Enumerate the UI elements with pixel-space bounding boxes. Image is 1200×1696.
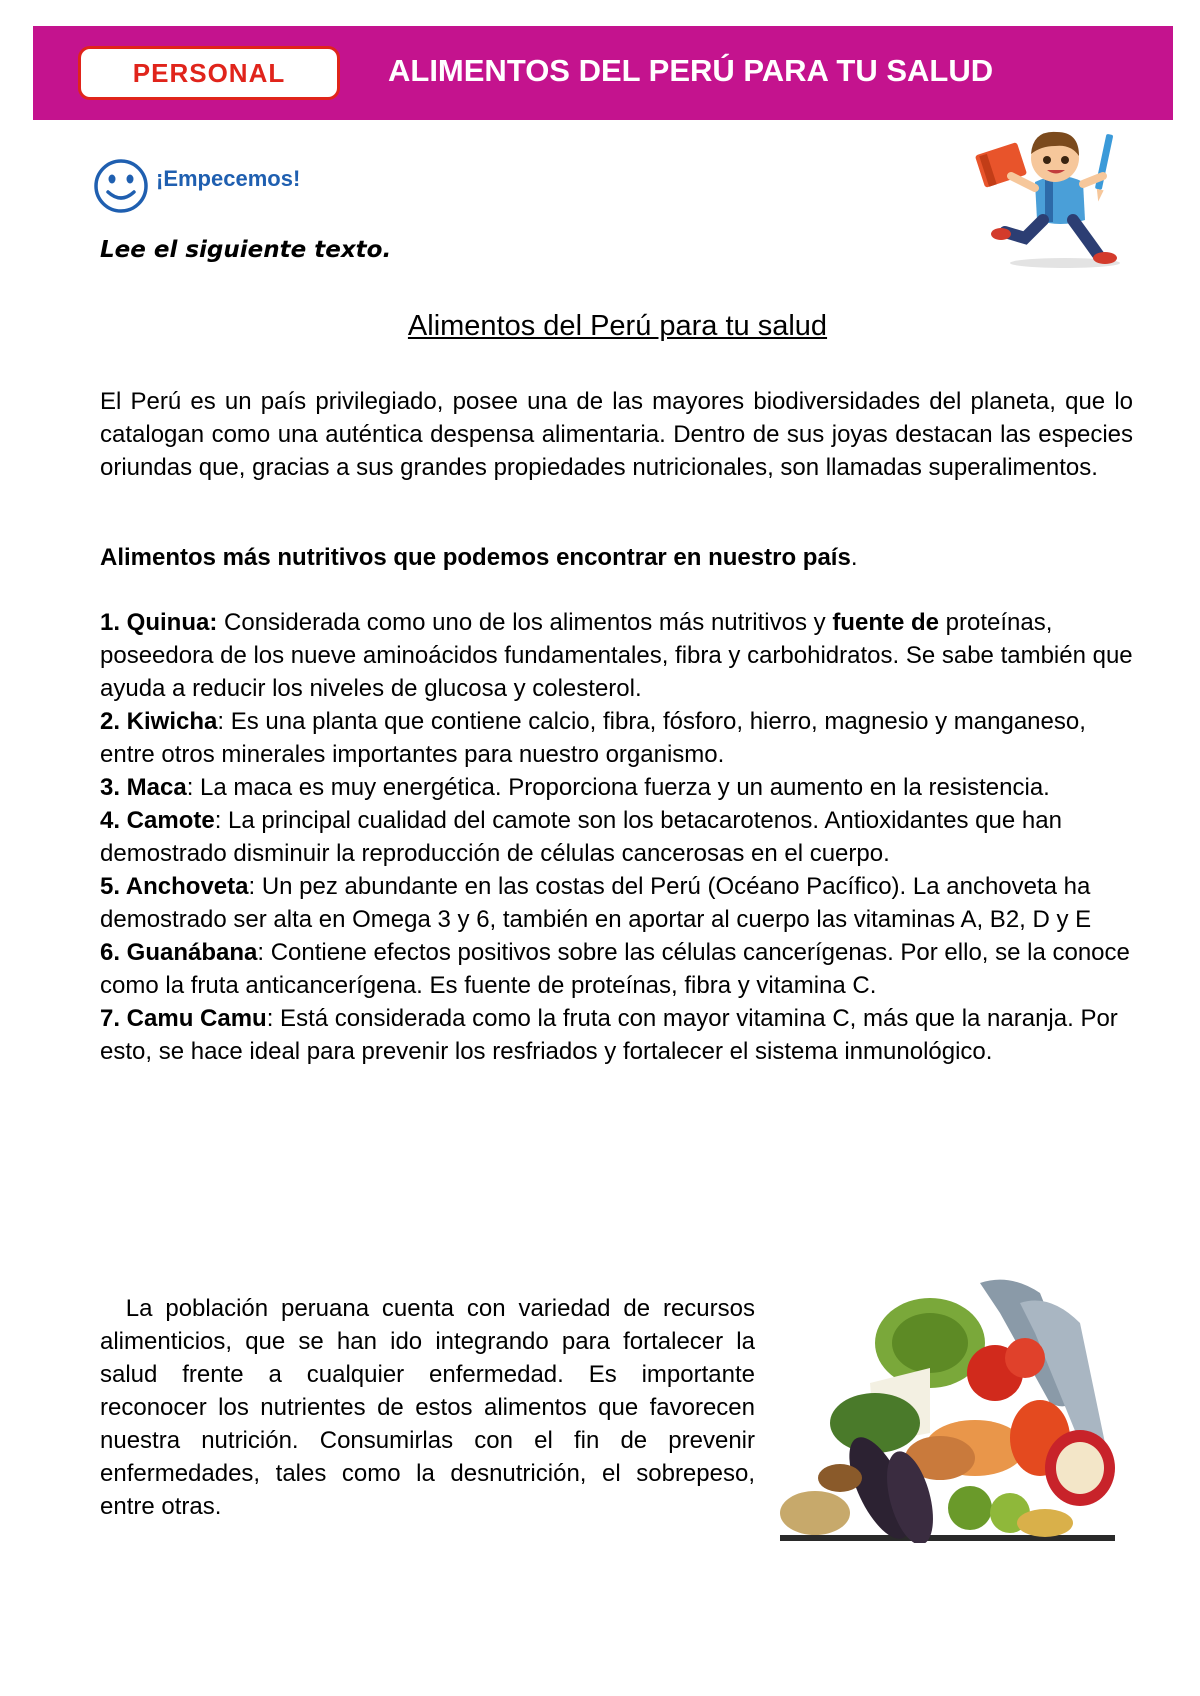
section-subtitle xyxy=(100,544,857,572)
item-text-bold: fuente de xyxy=(832,609,939,636)
food-list xyxy=(100,606,1140,1068)
list-item xyxy=(100,870,1140,936)
item-text: Considerada como uno de los alimentos más nutritivos y xyxy=(217,609,833,636)
document-title: Alimentos del Perú para tu salud xyxy=(407,310,828,342)
item-text: : Contiene efectos positivos sobre las células cancerígenas. Por ello, se la conoce como la fruta anticancerígena. Es fuente de proteínas, fibra y vitamina C. xyxy=(100,939,1130,999)
list-item xyxy=(100,804,1140,870)
item-text: : Está considerada como la fruta con mayor vitamina C, más que la naranja. Por esto, se hace ideal para prevenir los resfriados y fortalecer el sistema inmunológico. xyxy=(100,1005,1118,1065)
item-text: proteínas, poseedora de los nueve aminoácidos fundamentales, fibra y carbohidratos. Se sabe también que ayuda a reducir los niveles de glucosa y colesterol. xyxy=(100,609,1133,702)
item-text: : La maca es muy energética. Proporciona fuerza y un aumento en la resistencia. xyxy=(186,774,1050,801)
item-text: : La principal cualidad del camote son los betacarotenos. Antioxidantes que han demostrado disminuir la reproducción de células cancerosas en el cuerpo. xyxy=(100,807,1062,867)
list-item xyxy=(100,1002,1140,1068)
item-name: 1. Quinua: xyxy=(100,609,218,636)
intro-paragraph: El Perú es un país privilegiado, posee una de las mayores biodiversidades del planeta, que lo catalogan como una auténtica despensa alimentaria. Dentro de sus joyas destacan las especies oriundas que, gracias a sus grandes propiedades nutricionales, son llamadas superalimentos. xyxy=(100,388,1133,481)
item-name: 3. Maca xyxy=(100,774,187,801)
smiley-icon xyxy=(93,158,149,214)
start-label: ¡Empecemos! xyxy=(156,166,301,191)
student-illustration xyxy=(975,120,1135,270)
closing-paragraph xyxy=(100,1292,755,1523)
item-name: 7. Camu Camu xyxy=(100,1005,267,1032)
list-item xyxy=(100,771,1140,804)
item-text: : Es una planta que contiene calcio, fibra, fósforo, hierro, magnesio y manganeso, entre otros minerales importantes para nuestro organismo. xyxy=(100,708,1086,768)
item-name: 5. Anchoveta xyxy=(100,873,249,900)
item-name: 2. Kiwicha xyxy=(100,708,218,735)
item-text: : Un pez abundante en las costas del Perú (Océano Pacífico). La anchoveta ha demostrado ser alta en Omega 3 y 6, también en aportar al cuerpo las vitaminas A, B2, D y E xyxy=(100,873,1092,933)
subtitle-period: . xyxy=(850,544,858,571)
item-name: 4. Camote xyxy=(100,807,215,834)
list-item xyxy=(100,705,1140,771)
item-name: 6. Guanábana xyxy=(100,939,258,966)
closing-text: La población peruana cuenta con variedad de recursos alimenticios, que se han ido integrando para fortalecer la salud frente a cualquier enfermedad. Es importante reconocer los nutrientes de estos alimentos que favorecen nuestra nutrición. Consumirlas con el fin de prevenir enfermedades, tales como la desnutrición, el sobrepeso, entre otras. xyxy=(100,1295,755,1520)
banner-title: ALIMENTOS DEL PERÚ PARA TU SALUD xyxy=(388,53,994,88)
instruction: Lee el siguiente texto. xyxy=(100,237,392,263)
personal-badge: PERSONAL xyxy=(78,46,340,100)
subtitle-text: Alimentos más nutritivos que podemos encontrar en nuestro país xyxy=(100,544,851,571)
header-banner xyxy=(33,26,1173,120)
list-item xyxy=(100,606,1140,705)
list-item xyxy=(100,936,1140,1002)
peruvian-foods-image xyxy=(780,1273,1115,1543)
